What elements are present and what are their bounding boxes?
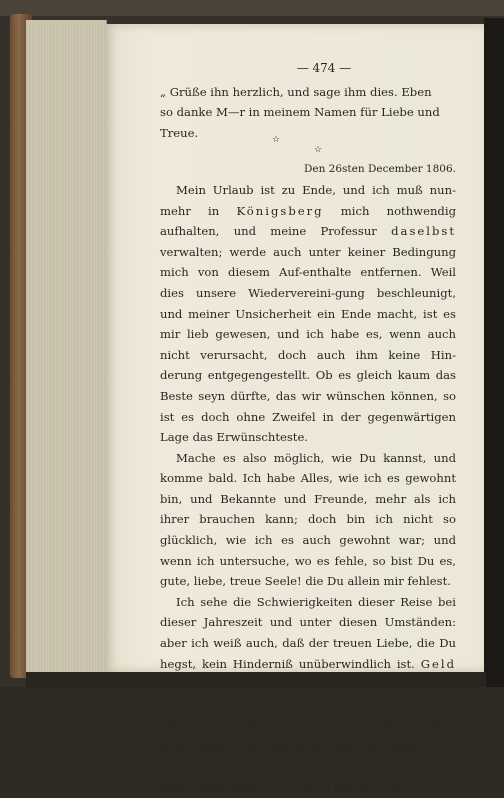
closing-line-3: Treue. <box>160 125 199 140</box>
section-divider <box>160 135 456 156</box>
page-edges <box>26 20 107 672</box>
word-geld: Geld <box>420 656 456 671</box>
para3-text-b: kann ich Dir, nachdem ich eine Gelegenheit, die Tresorscheine, von denen ich nicht sicher wußte, ob sie dort gelten, zu schicken versäumt habe, nicht füglich übermachen; aber ich denke, daß Du dieses in Deinem Hause vor-gestreckt bekommen kannst, wo ich es auf die erste <box>160 677 456 795</box>
place-koenigsberg: Königsberg <box>236 203 324 218</box>
letter-date: Den 26sten December 1806. <box>303 163 456 176</box>
para3-text-a: Ich sehe die Schwierigkeiten dieser Reise bei dieser Jahreszeit und unter diesen Umständen: aber ich weiß auch, daß der treuen Liebe, die Du hegst, kein Hinderniß unüberwindlich ist. <box>160 594 456 671</box>
divider-star-left: ☆ <box>272 135 281 146</box>
closing-paragraph <box>160 82 456 144</box>
page-text <box>160 58 456 798</box>
divider-star-right: ☆ <box>314 145 323 156</box>
place-daselbst: daselbst <box>391 224 456 239</box>
para1-text-a: Mein Urlaub ist zu Ende, und ich muß nun-mehr in <box>160 182 456 218</box>
closing-line-2: so danke M—r in meinem Namen für Liebe und <box>160 105 440 120</box>
backdrop <box>0 0 504 16</box>
closing-line-1: „ Grüße ihn herzlich, und sage ihm dies. Eben <box>160 84 432 99</box>
page-number: — 474 — <box>296 61 352 75</box>
paragraph-2: Mache es also möglich, wie Du kannst, und komme bald. Ich habe Alles, wie ich es gewohnt bin, und Bekannte und Freunde, mehr als ich ihrer brauchen kann; doch bin ich nicht so glücklich, wie ich es auch gewohnt war; und wenn ich untersuche, wo es fehle, so bist Du es, gute, liebe, treue Seele! die Du allein mir fehlest. <box>160 450 456 589</box>
paragraph-1 <box>160 180 456 448</box>
right-shadow <box>484 18 504 687</box>
para1-text-c: verwalten; werde auch unter keiner Bedingung mich von diesem Auf-enthalte entfernen. Weil dies unsere Wiedervereini-gung beschleunigt, und meiner Unsicherheit ein Ende macht, ist es mir lieb gewesen, und ich habe es, wenn auch nicht verursacht, doch auch ihm keine Hin-derung entgegengestellt. Ob es gleich kaum das Beste seyn dürfte, das wir wünschen können, so ist es doch ohne Zweifel in der gegenwärtigen Lage das Erwünschteste. <box>160 244 456 445</box>
para1-text-b: mich nothwendig aufhalten, und meine Professur <box>160 203 456 239</box>
paragraph-3 <box>160 592 456 798</box>
